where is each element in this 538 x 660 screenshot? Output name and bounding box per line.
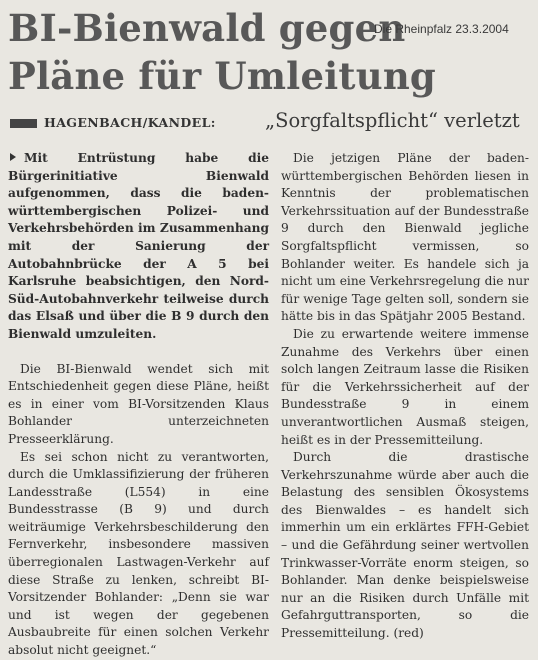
arrow-bullet-icon: [10, 153, 16, 161]
lead-text: Mit Entrüstung habe die Bürgerinitiative Bienwald aufgenommen, dass die baden-württembergischen Polizei- und Verkehrsbehörden im Zusammenhang mit der Sanierung der Autobahnbrücke der A 5 bei Karlsruhe beabsichtigen, den Nord-Süd-Autobahnverkehr teilweise durch das Elsaß und über die B 9 durch den Bienwald umzuleiten.: [8, 151, 269, 341]
subhead-bar: [10, 119, 37, 128]
subhead-title: „Sorgfaltspflicht“ verletzt: [265, 109, 520, 132]
right-paragraph-3: Durch die drastische Verkehrszunahme würde aber auch die Belastung des sensiblen Ökosystems des Bienwaldes – es handelt sich immerhin um ein erklärtes FFH-Gebiet – und die Gefährdung seiner wertvollen Trinkwasser-Vorräte enorm steigen, so Bohlander. Man denke beispielsweise nur an die Risiken durch Unfälle mit Gefahrguttransporten, so die Pressemitteilung. (red): [281, 450, 529, 641]
left-column: [8, 150, 269, 660]
source-note: Die Rheinpfalz 23.3.2004: [374, 22, 509, 36]
left-paragraph-2: Es sei schon nicht zu verantworten, durch die Umklassifizierung der früheren Landesstraße (L554) in eine Bundesstrasse (B 9) und durch weiträumige Verkehrsbeschilderung den Fernverkehr, insbesondere massiven überregionalen Lastwagen-Verkehr auf diese Straße zu lenken, schreibt BI-Vorsitzender Bohlander: „Denn sie war und ist wegen der gegebenen Ausbaubreite für einen solchen Verkehr absolut nicht geeignet.“: [8, 449, 269, 658]
headline-line-2: Pläne für Umleitung: [8, 54, 436, 98]
left-paragraph-1: Die BI-Bienwald wendet sich mit Entschiedenheit gegen diese Pläne, heißt es in einer vom BI-Vorsitzenden Klaus Bohlander unterzeichneten Presseerklärung.: [8, 361, 269, 446]
headline-line-1: BI-Bienwald gegen: [8, 6, 406, 50]
right-paragraph-2: Die zu erwartende weitere immense Zunahme des Verkehrs über einen solch langen Zeitraum lasse die Risiken für die Verkehrssicherheit auf der Bundesstraße 9 in einem unverantwortlichen Ausmaß steigen, heißt es in der Pressemitteilung.: [281, 326, 529, 447]
subhead-place: HAGENBACH/KANDEL:: [44, 115, 216, 130]
lead-paragraph: [8, 150, 269, 344]
right-paragraph-1: Die jetzigen Pläne der baden-württembergischen Behörden liesen in Kenntnis der problematischen Verkehrssituation auf der Bundesstraße 9 durch den Bienwald jegliche Sorgfaltspflicht vermissen, so Bohlander weiter. Es handele sich ja nicht um eine Verkehrsregelung die nur für wenige Tage gelten soll, sondern sie hätte bis in das Spätjahr 2005 Bestand.: [281, 151, 529, 324]
right-column: [281, 150, 529, 643]
headline: [8, 4, 436, 100]
